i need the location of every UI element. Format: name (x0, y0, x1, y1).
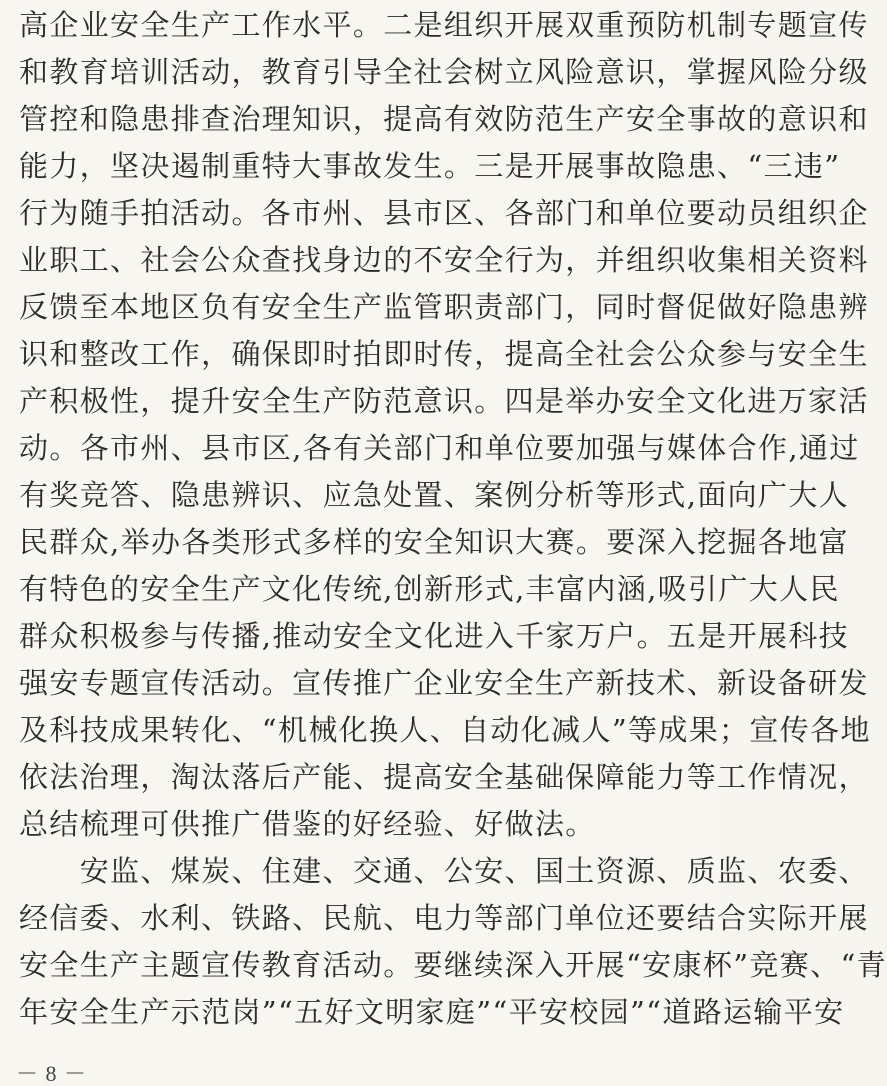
text-line: 动。各市州、县市区,各有关部门和单位要加强与媒体合作,通过 (19, 431, 860, 465)
text-line: 高企业安全生产工作水平。二是组织开展双重预防机制专题宣传 (19, 8, 869, 42)
page-number: － 8 － (16, 1061, 88, 1086)
text-line: 有特色的安全生产文化传统,创新形式,丰富内涵,吸引广大人民 (19, 572, 840, 606)
text-line: 行为随手拍活动。各市州、县市区、各部门和单位要动员组织企 (19, 196, 869, 230)
text-line: 识和整改工作，确保即时拍即时传，提高全社会公众参与安全生 (19, 337, 869, 371)
text-line: 安监、煤炭、住建、交通、公安、国土资源、质监、农委、 (19, 854, 869, 888)
text-line: 和教育培训活动，教育引导全社会树立风险意识，掌握风险分级 (19, 55, 869, 89)
text-line: 依法治理，淘汰落后产能、提高安全基础保障能力等工作情况， (19, 760, 869, 794)
text-line: 年安全生产示范岗”“五好文明家庭”“平安校园”“道路运输平安 (19, 995, 845, 1029)
text-line: 能力，坚决遏制重特大事故发生。三是开展事故隐患、“三违” (19, 149, 841, 183)
text-line: 总结梳理可供推广借鉴的好经验、好做法。 (19, 807, 596, 841)
text-line: 管控和隐患排查治理知识，提高有效防范生产安全事故的意识和 (19, 102, 869, 136)
text-line: 产积极性，提升安全生产防范意识。四是举办安全文化进万家活 (19, 384, 869, 418)
text-line: 及科技成果转化、“机械化换人、自动化减人”等成果；宣传各地 (19, 713, 871, 747)
text-line: 有奖竞答、隐患辨识、应急处置、案例分析等形式,面向广大人 (19, 478, 850, 512)
text-line: 业职工、社会公众查找身边的不安全行为，并组织收集相关资料 (19, 243, 869, 277)
text-line: 群众积极参与传播,推动安全文化进入千家万户。五是开展科技 (19, 619, 850, 653)
text-line: 民群众,举办各类形式多样的安全知识大赛。要深入挖掘各地富 (19, 525, 850, 559)
text-line: 安全生产主题宣传教育活动。要继续深入开展“安康杯”竞赛、“青 (19, 948, 887, 982)
text-line: 强安专题宣传活动。宣传推广企业安全生产新技术、新设备研发 (19, 666, 869, 700)
text-line: 经信委、水利、铁路、民航、电力等部门单位还要结合实际开展 (19, 901, 869, 935)
text-line: 反馈至本地区负有安全生产监管职责部门，同时督促做好隐患辨 (19, 290, 869, 324)
